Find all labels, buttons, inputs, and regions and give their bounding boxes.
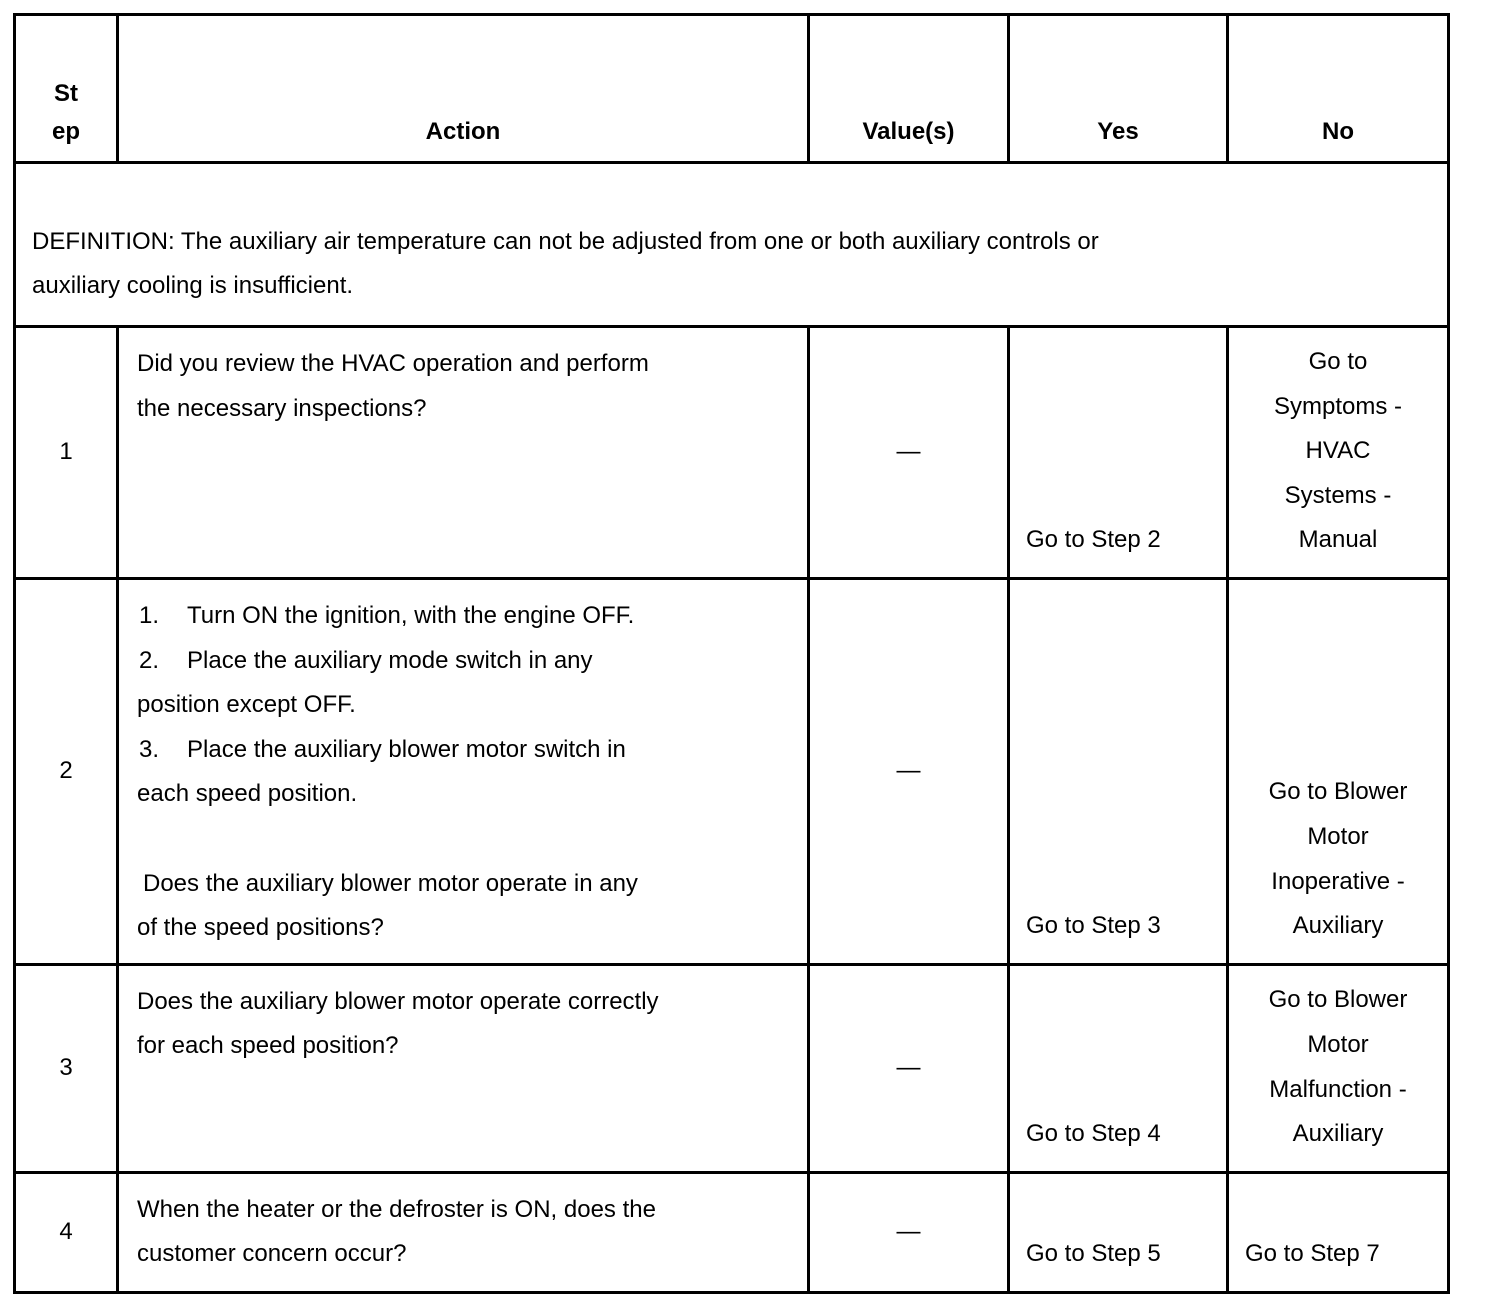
question-line: of the speed positions? bbox=[137, 914, 384, 942]
no-line: Go to bbox=[1308, 348, 1368, 376]
no-line: Symptoms - bbox=[1273, 392, 1402, 420]
definition-cell bbox=[15, 163, 1449, 327]
table-row bbox=[15, 1172, 1449, 1292]
no-line: Manual bbox=[1298, 526, 1378, 554]
value-cell: — bbox=[809, 579, 1009, 965]
action-line: customer concern occur? bbox=[137, 1240, 407, 1268]
action-line: Did you review the HVAC operation and perform bbox=[137, 350, 649, 377]
list-item bbox=[137, 594, 791, 639]
action-cell bbox=[118, 1172, 809, 1292]
action-line: When the heater or the defroster is ON, does the bbox=[137, 1195, 656, 1223]
list-number: 1. bbox=[139, 602, 160, 629]
no-line: Auxiliary bbox=[1292, 912, 1384, 940]
no-line: Malfunction - bbox=[1269, 1075, 1407, 1103]
header-yes: Yes bbox=[1009, 15, 1228, 163]
list-text: Place the auxiliary mode switch in any bbox=[187, 646, 593, 674]
value-cell: — bbox=[809, 964, 1009, 1172]
no-cell bbox=[1228, 327, 1449, 579]
spacer bbox=[137, 817, 791, 862]
header-step-line1: St bbox=[54, 80, 78, 107]
table-row bbox=[15, 327, 1449, 579]
header-values: Value(s) bbox=[809, 15, 1009, 163]
action-cell bbox=[118, 579, 809, 965]
yes-cell: Go to Step 5 bbox=[1009, 1172, 1228, 1292]
list-continuation: position except OFF. bbox=[137, 691, 356, 719]
table-row bbox=[15, 579, 1449, 965]
action-line: the necessary inspections? bbox=[137, 394, 427, 422]
definition-row bbox=[15, 163, 1449, 327]
step-number: 1 bbox=[15, 327, 118, 579]
list-text: Turn ON the ignition, with the engine OFF. bbox=[187, 602, 635, 629]
no-line: Go to Blower bbox=[1268, 986, 1408, 1014]
value-cell: — bbox=[809, 327, 1009, 579]
action-cell bbox=[118, 327, 809, 579]
definition-line: auxiliary cooling is insufficient. bbox=[32, 272, 354, 300]
no-line: Auxiliary bbox=[1292, 1120, 1384, 1148]
question-line: Does the auxiliary blower motor operate in any bbox=[143, 869, 638, 897]
list-item bbox=[137, 728, 791, 773]
header-step-line2: ep bbox=[51, 118, 80, 145]
header-action: Action bbox=[118, 15, 809, 163]
no-cell: Go to Step 7 bbox=[1228, 1172, 1449, 1292]
no-line: HVAC bbox=[1305, 437, 1371, 465]
no-line: Inoperative - bbox=[1271, 867, 1405, 895]
no-line: Motor bbox=[1307, 822, 1369, 850]
step-number: 4 bbox=[15, 1172, 118, 1292]
list-item bbox=[137, 639, 791, 684]
no-cell bbox=[1228, 964, 1449, 1172]
list-number: 3. bbox=[139, 735, 160, 763]
no-line: Motor bbox=[1307, 1030, 1369, 1058]
list-continuation: each speed position. bbox=[137, 780, 358, 808]
no-line: Go to Blower bbox=[1268, 778, 1408, 806]
value-cell: — bbox=[809, 1172, 1009, 1292]
step-number: 3 bbox=[15, 964, 118, 1172]
no-line: Systems - bbox=[1284, 481, 1392, 509]
table-header-row bbox=[15, 15, 1449, 163]
table-row bbox=[15, 964, 1449, 1172]
list-number: 2. bbox=[139, 646, 160, 674]
yes-cell: Go to Step 2 bbox=[1009, 327, 1228, 579]
definition-line: DEFINITION: The auxiliary air temperature can not be adjusted from one or both auxiliary controls or bbox=[32, 227, 1099, 255]
action-line: for each speed position? bbox=[137, 1032, 399, 1060]
step-number: 2 bbox=[15, 579, 118, 965]
header-no: No bbox=[1228, 15, 1449, 163]
diagnostic-table bbox=[13, 13, 1450, 1294]
header-step bbox=[15, 15, 118, 163]
action-cell bbox=[118, 964, 809, 1172]
yes-cell: Go to Step 3 bbox=[1009, 579, 1228, 965]
action-line: Does the auxiliary blower motor operate correctly bbox=[137, 987, 659, 1015]
list-text: Place the auxiliary blower motor switch in bbox=[187, 735, 626, 763]
no-cell bbox=[1228, 579, 1449, 965]
yes-cell: Go to Step 4 bbox=[1009, 964, 1228, 1172]
